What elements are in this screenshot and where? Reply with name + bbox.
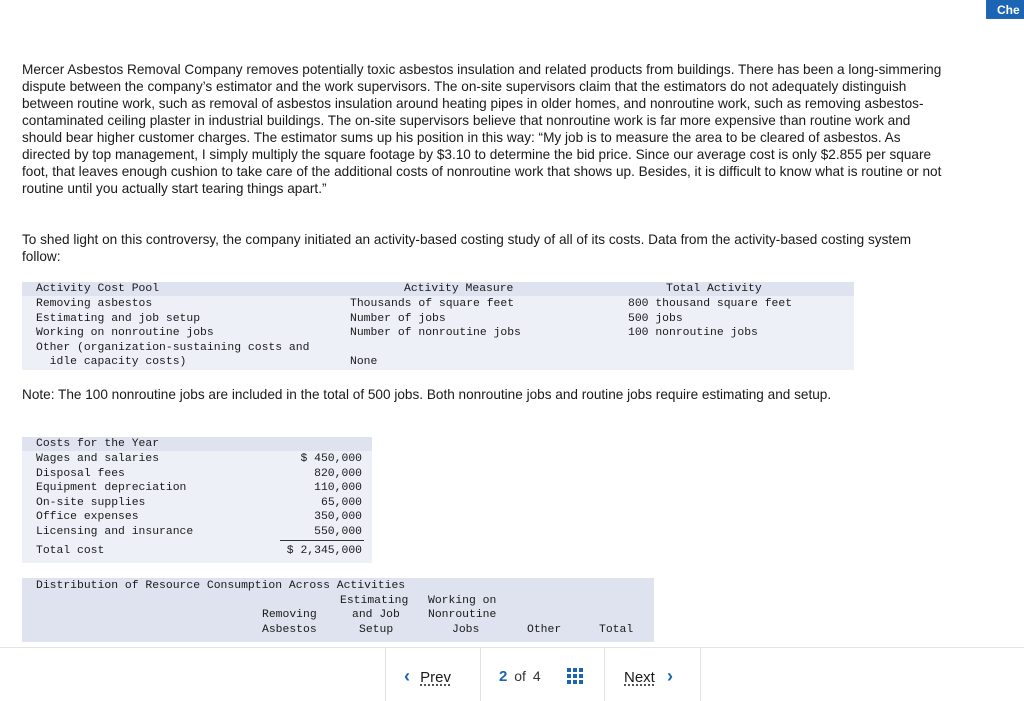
study-paragraph: To shed light on this controversy, the company initiated an activity-based costing study of all of its costs. Data from the activity-based costing system follow: [22, 232, 912, 264]
cost-label: Equipment depreciation [36, 482, 187, 495]
cost-amount: 110,000 [314, 482, 362, 495]
col-header-working: Nonroutine [428, 609, 497, 621]
col-header-estimating: Estimating [340, 595, 409, 607]
activity-cost-pool-table [22, 282, 854, 370]
next-label: Next [624, 669, 655, 686]
table-cell: Number of nonroutine jobs [350, 327, 521, 340]
intro-paragraph: Mercer Asbestos Removal Company removes potentially toxic asbestos insulation and related products from buildings. There has been a long-simmering dispute between the company’s estimator and the work supervisors. The on-site supervisors claim that the estimators do not adequately distinguish between routine work, such as removal of asbestos insulation around heating pipes in older homes, and nonroutine work, such as removing asbestos-contaminated ceiling plaster in industrial buildings. The on-site supervisors believe that nonroutine work is far more expensive than routine work and should bear higher customer charges. The estimator sums up his position in this way: “My job is to measure the area to be cleared of asbestos. As directed by top management, I simply multiply the square footage by $3.10 to determine the bid price. Since our average cost is only $2.855 per square foot, that leaves enough cushion to take care of the additional costs of nonroutine work that shows up. Besides, it is difficult to know what is routine or not routine until you actually start tearing things apart.” [22, 62, 942, 196]
header-activity-cost-pool: Activity Cost Pool [36, 283, 160, 295]
table-cell: Removing asbestos [36, 298, 153, 310]
col-header-removing: Asbestos [262, 624, 317, 636]
prev-label: Prev [420, 669, 452, 686]
col-header-working: Jobs [452, 624, 480, 636]
cost-amount: 820,000 [314, 467, 362, 480]
costs-for-year-table [22, 437, 372, 563]
col-header-removing: Removing [262, 609, 317, 621]
page-indicator [499, 668, 541, 685]
cost-label: Licensing and insurance [36, 526, 194, 538]
header-activity-measure: Activity Measure [404, 283, 514, 295]
table-cell: None [350, 356, 378, 369]
cost-label: Disposal fees [36, 467, 125, 480]
table-cell: idle capacity costs) [36, 356, 187, 369]
header-costs-for-year: Costs for the Year [36, 438, 160, 450]
cost-label: Wages and salaries [36, 453, 160, 465]
current-page: 2 [499, 668, 508, 685]
distribution-table [22, 578, 654, 642]
table-cell: 800 thousand square feet [628, 298, 793, 310]
distribution-title: Distribution of Resource Consumption Across Activities [36, 580, 406, 592]
cost-amount: $ 450,000 [300, 453, 362, 465]
grid-icon[interactable] [567, 668, 583, 684]
table-cell: Estimating and job setup [36, 312, 201, 325]
cost-amount: 65,000 [320, 496, 362, 509]
pager [385, 648, 701, 701]
prev-button[interactable] [404, 666, 451, 687]
total-cost-amount: $ 2,345,000 [286, 545, 362, 557]
col-header-total: Total [599, 624, 634, 636]
note-paragraph: Note: The 100 nonroutine jobs are included in the total of 500 jobs. Both nonroutine jobs and routine jobs require estimating and setup. [22, 387, 832, 402]
chevron-right-icon: › [667, 666, 674, 686]
col-header-estimating: Setup [359, 624, 394, 636]
table-cell: Thousands of square feet [350, 298, 515, 310]
col-header-working: Working on [428, 595, 497, 607]
subtotal-rule [280, 540, 364, 541]
cost-label: Office expenses [36, 511, 139, 524]
col-header-estimating: and Job [352, 609, 400, 621]
cost-amount: 550,000 [314, 526, 362, 538]
table-cell: Other (organization-sustaining costs and [36, 341, 310, 354]
total-pages: 4 [532, 668, 541, 684]
table-cell: Number of jobs [350, 312, 446, 325]
chevron-left-icon: ‹ [404, 666, 410, 686]
table-cell: Working on nonroutine jobs [36, 327, 214, 340]
next-button[interactable] [624, 666, 673, 687]
cost-amount: 350,000 [314, 511, 362, 524]
table-cell: 100 nonroutine jobs [628, 327, 758, 340]
col-header-other: Other [527, 624, 562, 636]
cost-label: On-site supplies [36, 496, 146, 509]
total-cost-label: Total cost [36, 545, 105, 557]
check-button[interactable]: Che [986, 0, 1024, 19]
header-total-activity: Total Activity [666, 283, 762, 295]
pagination-bar [0, 647, 1024, 701]
of-label: of [514, 668, 526, 684]
table-cell: 500 jobs [628, 312, 683, 325]
